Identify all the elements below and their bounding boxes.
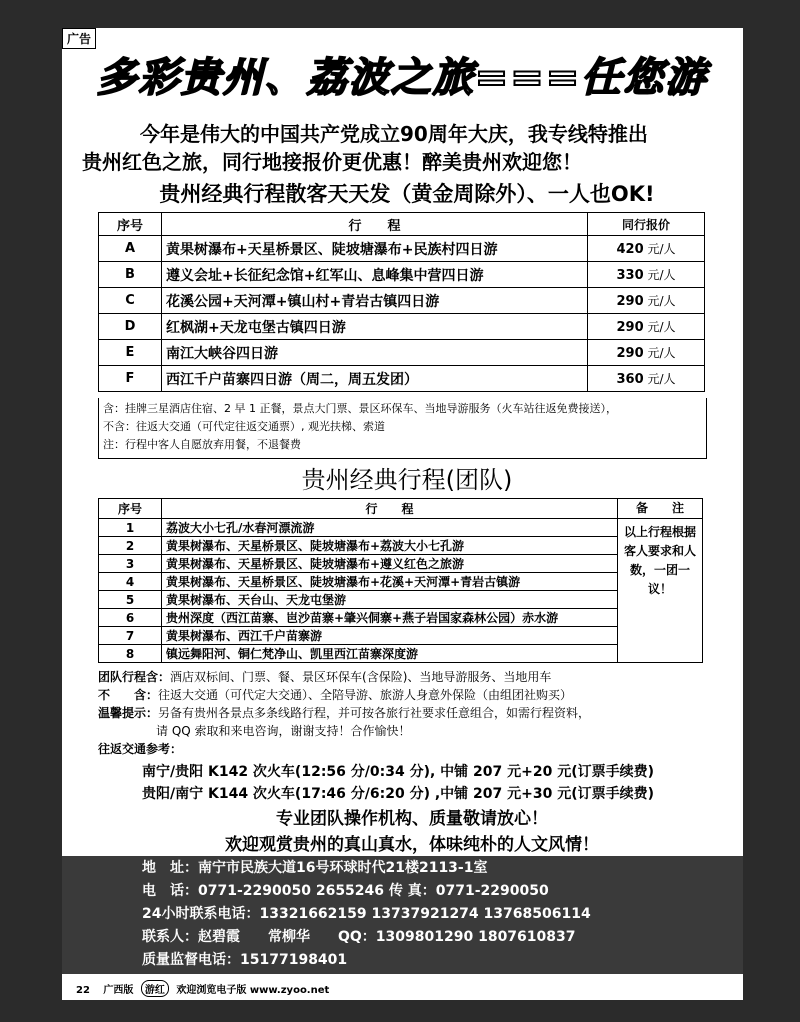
row-route: 红枫湖+天龙屯堡古镇四日游 [162, 314, 588, 340]
group-excludes-label: 不 含： [98, 688, 159, 702]
price-value: 420 [616, 242, 644, 257]
group-includes-label: 团队行程含： [98, 670, 171, 684]
table-row [99, 555, 703, 573]
note-includes: 含：挂牌三星酒店住宿、2 早 1 正餐，景点大门票、景区环保车、当地导游服务（火车站往返免费接送）， [103, 402, 617, 415]
intro-text [82, 120, 732, 176]
table-row [99, 236, 705, 262]
row-id: 7 [99, 627, 162, 645]
row-price [588, 262, 705, 288]
row-route: 荔波大小七孔/水春河漂流游 [162, 519, 618, 537]
row-id: C [99, 288, 162, 314]
page-frame-bottom [0, 1000, 800, 1022]
row-price [588, 314, 705, 340]
page-title: 多彩贵州、荔波之旅===任您游 [96, 54, 708, 101]
table-row [99, 340, 705, 366]
transport-label: 往返交通参考： [98, 742, 183, 756]
table-header-row [99, 499, 703, 519]
row-price [588, 236, 705, 262]
row-id: 4 [99, 573, 162, 591]
row-price [588, 288, 705, 314]
note-meals: 注：行程中客人自愿放弃用餐，不退餐费 [103, 438, 301, 451]
header-no: 序号 [99, 213, 162, 236]
row-route: 花溪公园+天河潭+镇山村+青岩古镇四日游 [162, 288, 588, 314]
slogans [92, 806, 732, 858]
tips [98, 704, 718, 722]
price-value: 360 [616, 372, 644, 387]
ad-tag: 广告 [62, 28, 96, 49]
row-route: 贵州深度（西江苗寨、岜沙苗寨+肇兴侗寨+燕子岩国家森林公园）赤水游 [162, 609, 618, 627]
contact-address: 地 址：南宁市民族大道16号环球时代21楼2113-1室 [142, 860, 488, 876]
row-route: 黄果树瀑布、天台山、天龙屯堡游 [162, 591, 618, 609]
header-route: 行 程 [162, 213, 588, 236]
table-row [99, 262, 705, 288]
page-frame-left [0, 0, 62, 1022]
table-row [99, 609, 703, 627]
daily-tours-table [98, 212, 705, 392]
row-route: 黄果树瀑布+天星桥景区、陡坡塘瀑布+民族村四日游 [162, 236, 588, 262]
price-unit: 元/人 [647, 320, 676, 334]
row-id: F [99, 366, 162, 392]
daily-tours-notes [98, 398, 707, 459]
group-info [98, 668, 718, 758]
price-unit: 元/人 [647, 294, 676, 308]
price-unit: 元/人 [647, 268, 676, 282]
table-row [99, 627, 703, 645]
transport-item: 南宁/贵阳 K142 次火车(12:56 分/0:34 分), 中铺 207 元+20 元(订票手续费) [142, 764, 655, 780]
row-route: 南江大峡谷四日游 [162, 340, 588, 366]
table-row [99, 537, 703, 555]
table-row [99, 288, 705, 314]
row-id: A [99, 236, 162, 262]
table-header-row [99, 213, 705, 236]
group-remark: 以上行程根据客人要求和人数，一团一议！ [618, 519, 703, 663]
transport-item: 贵阳/南宁 K144 次火车(17:46 分/6:20 分) ,中铺 207 元+30 元(订票手续费) [142, 786, 655, 802]
slogan-line-2: 欢迎观赏贵州的真山真水，体味纯朴的人文风情！ [225, 835, 599, 855]
contact-supervise: 质量监督电话：15177198401 [142, 952, 348, 968]
contact-block [62, 856, 743, 974]
header-route: 行 程 [162, 499, 618, 519]
row-id: 8 [99, 645, 162, 663]
table-row [99, 573, 703, 591]
header-no: 序号 [99, 499, 162, 519]
table-row [99, 314, 705, 340]
group-excludes [98, 686, 718, 704]
page-frame-top [0, 0, 800, 28]
row-route: 遵义会址+长征纪念馆+红军山、息峰集中营四日游 [162, 262, 588, 288]
row-id: E [99, 340, 162, 366]
row-id: D [99, 314, 162, 340]
row-route: 镇远舞阳河、铜仁梵净山、凯里西江苗寨深度游 [162, 645, 618, 663]
group-includes-text: 酒店双标间、门票、餐、景区环保车(含保险)、当地导游服务、当地用车 [170, 670, 552, 684]
tips-label: 温馨提示： [98, 706, 159, 720]
row-id: 2 [99, 537, 162, 555]
price-unit: 元/人 [647, 242, 676, 256]
row-route: 黄果树瀑布、西江千户苗寨游 [162, 627, 618, 645]
note-excludes: 不含：往返大交通（可代定往返交通票）, 观光扶梯、索道 [103, 420, 385, 433]
row-route: 西江千户苗寨四日游（周二，周五发团） [162, 366, 588, 392]
price-value: 290 [616, 346, 644, 361]
row-price [588, 366, 705, 392]
row-id: 3 [99, 555, 162, 573]
edition: 广西版 [103, 985, 134, 996]
contact-person: 联系人：赵碧霞 常柳华 QQ：1309801290 1807610837 [142, 929, 576, 945]
header-remark: 备 注 [618, 499, 703, 519]
brand-logo: 游红 [141, 980, 169, 997]
group-excludes-text: 往返大交通（可代定大交通）、全陪导游、旅游人身意外保险（由组团社购买） [158, 688, 573, 702]
table-row [99, 645, 703, 663]
price-unit: 元/人 [647, 346, 676, 360]
intro-line-1: 今年是伟大的中国共产党成立90周年大庆，我专线特推出 [140, 122, 648, 146]
row-id: B [99, 262, 162, 288]
slogan-line-1: 专业团队操作机构、质量敬请放心！ [276, 809, 548, 829]
row-id: 6 [99, 609, 162, 627]
row-route: 黄果树瀑布、天星桥景区、陡坡塘瀑布+荔波大小七孔游 [162, 537, 618, 555]
table-row [99, 519, 703, 537]
page-footer [76, 980, 329, 997]
transport-list [142, 761, 654, 805]
row-route: 黄果树瀑布、天星桥景区、陡坡塘瀑布+花溪+天河潭+青岩古镇游 [162, 573, 618, 591]
row-route: 黄果树瀑布、天星桥景区、陡坡塘瀑布+遵义红色之旅游 [162, 555, 618, 573]
row-id: 5 [99, 591, 162, 609]
price-unit: 元/人 [647, 372, 676, 386]
price-value: 290 [616, 320, 644, 335]
group-includes [98, 668, 718, 686]
tips-text-1: 另备有贵州各景点多条线路行程，并可按各旅行社要求任意组合，如需行程资料， [158, 706, 591, 720]
group-tours-heading: 贵州经典行程(团队) [301, 466, 513, 494]
row-id: 1 [99, 519, 162, 537]
page-frame-right [743, 0, 800, 1022]
footer-text: 欢迎浏览电子版 www.zyoo.net [176, 985, 330, 996]
page-number: 22 [76, 985, 90, 996]
row-price [588, 340, 705, 366]
ad-page [62, 28, 743, 1000]
contact-hotline: 24小时联系电话：13321662159 13737921274 13768506114 [142, 906, 591, 922]
table-row [99, 366, 705, 392]
contact-phone: 电 话：0771-2290050 2655246 传 真：0771-2290050 [142, 883, 549, 899]
tips-text-2: 请 QQ 索取和来电咨询，谢谢支持！合作愉快！ [156, 724, 411, 738]
table-row [99, 591, 703, 609]
daily-tours-heading: 贵州经典行程散客天天发（黄金周除外）、一人也OK! [159, 182, 655, 206]
price-value: 290 [616, 294, 644, 309]
header-price: 同行报价 [588, 213, 705, 236]
price-value: 330 [616, 268, 644, 283]
group-tours-table [98, 498, 703, 663]
intro-line-2: 贵州红色之旅，同行地接报价更优惠！醉美贵州欢迎您！ [82, 150, 582, 174]
